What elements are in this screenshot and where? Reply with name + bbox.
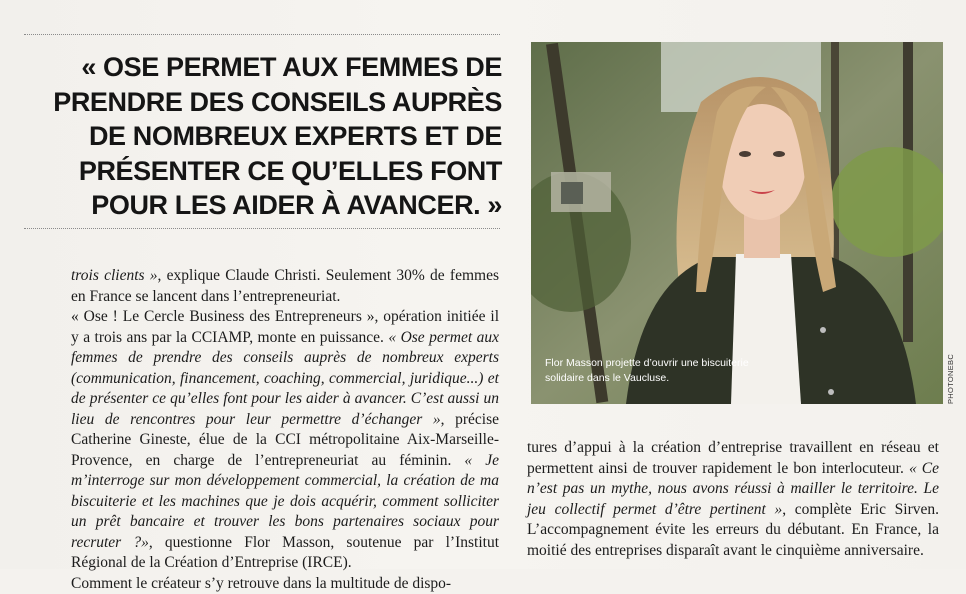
pull-quote-top-rule — [24, 34, 500, 35]
quote-fragment: « Ce n’est pas un mythe, nous avons réussi à mailler le territoire. Le jeu collectif permet d’être pertinent » — [527, 460, 939, 518]
photo-credit: PHOTONEBC — [946, 354, 955, 404]
quote-fragment: « Ose permet aux femmes de prendre des conseils auprès de nombreux experts (communication, financement, coaching, commercial, juridique...) et de présenter ce qu’elles font pour les aider à avancer. C’est aussi un lieu de rencontres pour leur permettre d’échanger » — [71, 329, 499, 428]
paragraph — [71, 307, 499, 574]
body-text: , complète Eric Sirven. L’accompagnement évite les erreurs du débutant. En France, la moitié des entreprises disparaît avant le cinquième anniversaire. — [527, 501, 939, 559]
quote-fragment: trois clients » — [71, 267, 158, 284]
body-text: tures d’appui à la création d’entreprise travaillent en réseau et permettent ainsi de trouver rapidement le bon interlocuteur. — [527, 439, 939, 477]
pull-quote: « OSE PERMET AUX FEMMES DE PRENDRE DES CONSEILS AUPRÈS DE NOMBREUX EXPERTS ET DE PRÉSENTER CE QU’ELLES FONT POUR LES AIDER À AVANCER. » — [18, 50, 502, 223]
paragraph — [71, 266, 499, 307]
paragraph — [527, 438, 939, 561]
portrait-photo — [531, 42, 943, 404]
pull-quote-bottom-rule — [24, 228, 500, 229]
body-text: , explique Claude Christi. Seulement 30% de femmes en France se lancent dans l’entrepreneuriat. — [71, 267, 499, 305]
body-text: « Ose ! Le Cercle Business des Entrepreneurs », opération initiée il y a trois ans par la CCIAMP, monte en puissance. — [71, 308, 499, 346]
photo-caption: Flor Masson projette d’ouvrir une biscuiterie solidaire dans le Vaucluse. — [545, 356, 775, 386]
article-column-right — [527, 438, 939, 561]
body-text: , précise Catherine Gineste, élue de la CCI métropolitaine Aix-Marseille-Provence, en charge de l’entrepreneuriat au féminin. — [71, 411, 499, 469]
quote-fragment: « Je m’interroge sur mon développement commercial, la création de ma biscuiterie et les machines que je dois acquérir, comment solliciter un prêt bancaire et trouver les bons partenaires sociaux pour recruter ?» — [71, 452, 499, 551]
portrait-illustration — [531, 42, 943, 404]
article-column-left — [71, 266, 499, 594]
paragraph — [71, 574, 499, 594]
body-text: , questionne Flor Masson, soutenue par l’Institut Régional de la Création d’Entreprise (IRCE). — [71, 534, 499, 572]
body-text: Comment le créateur s’y retrouve dans la multitude de dispo- — [71, 575, 451, 592]
